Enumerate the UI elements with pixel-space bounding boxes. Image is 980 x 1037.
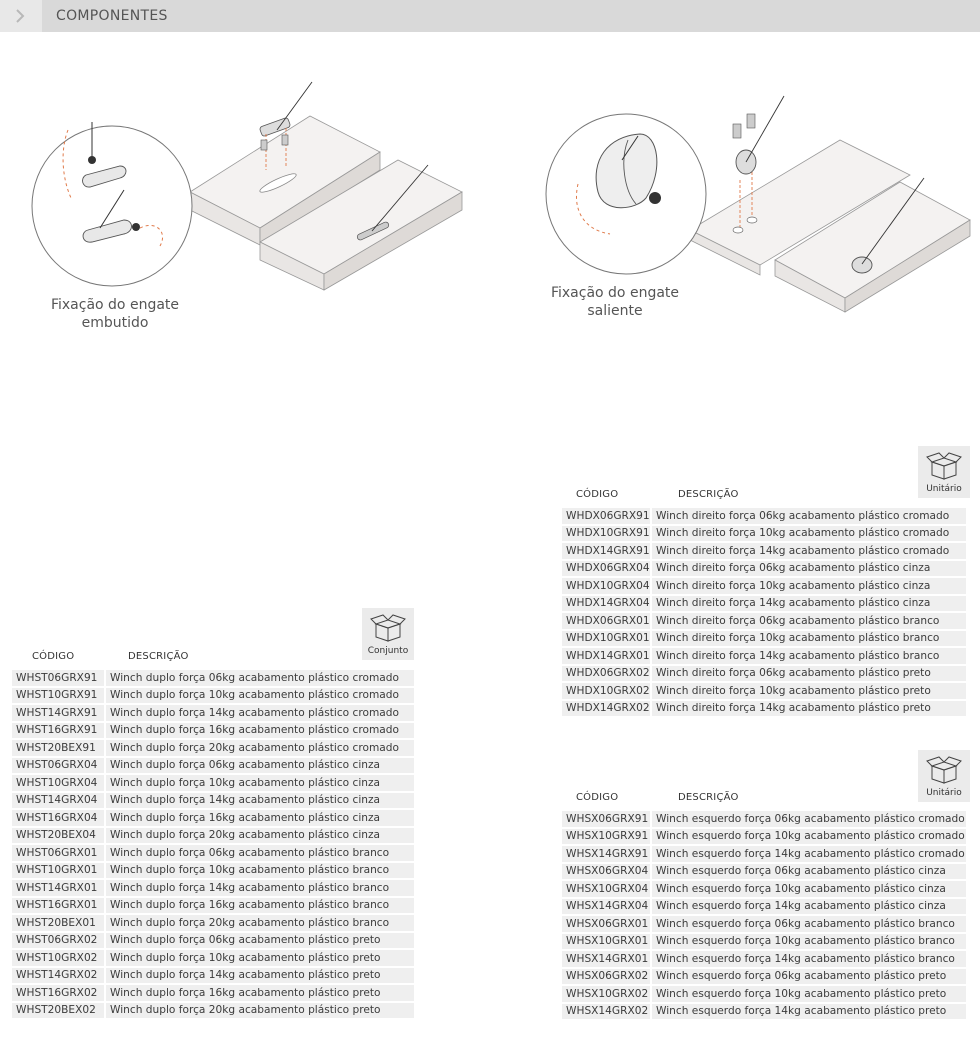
- product-code: WHST16GRX02: [12, 985, 106, 1001]
- product-description: Winch duplo força 14kg acabamento plástico cinza: [106, 793, 414, 809]
- table-row: [562, 864, 966, 880]
- product-code: WHDX06GRX01: [562, 613, 652, 629]
- product-description: Winch direito força 14kg acabamento plástico preto: [652, 701, 966, 717]
- product-description: Winch duplo força 06kg acabamento plástico branco: [106, 845, 414, 861]
- table-row: [562, 613, 966, 629]
- product-code: WHST10GRX02: [12, 950, 106, 966]
- table-row: [562, 951, 966, 967]
- product-code: WHDX10GRX91: [562, 526, 652, 542]
- table-row: [12, 705, 414, 721]
- product-code: WHSX06GRX04: [562, 864, 652, 880]
- conjunto-code-header: CÓDIGO: [32, 651, 75, 662]
- product-description: Winch duplo força 20kg acabamento plástico cromado: [106, 740, 414, 756]
- product-code: WHSX14GRX01: [562, 951, 652, 967]
- product-code: WHSX06GRX01: [562, 916, 652, 932]
- product-description: Winch duplo força 10kg acabamento plástico branco: [106, 863, 414, 879]
- product-description: Winch direito força 10kg acabamento plástico cinza: [652, 578, 966, 594]
- box-icon: [926, 756, 962, 784]
- table-row: [562, 986, 966, 1002]
- saliente-caption: Fixação do engate saliente: [550, 285, 680, 319]
- product-description: Winch esquerdo força 06kg acabamento plástico branco: [652, 916, 966, 932]
- direito-table: [562, 506, 966, 718]
- box-icon: [926, 452, 962, 480]
- table-row: [562, 846, 966, 862]
- product-code: WHSX10GRX01: [562, 934, 652, 950]
- product-code: WHSX10GRX91: [562, 829, 652, 845]
- product-code: WHDX14GRX04: [562, 596, 652, 612]
- conjunto-desc-header: DESCRIÇÃO: [128, 651, 189, 662]
- product-code: WHDX06GRX02: [562, 666, 652, 682]
- product-code: WHDX10GRX02: [562, 683, 652, 699]
- product-description: Winch duplo força 10kg acabamento plástico preto: [106, 950, 414, 966]
- esquerdo-badge-label: Unitário: [926, 788, 962, 798]
- product-description: Winch esquerdo força 06kg acabamento plástico cinza: [652, 864, 966, 880]
- table-row: [12, 810, 414, 826]
- esquerdo-desc-header: DESCRIÇÃO: [678, 792, 739, 803]
- conjunto-badge: [362, 608, 414, 660]
- product-description: Winch duplo força 06kg acabamento plástico cromado: [106, 670, 414, 686]
- product-code: WHDX14GRX02: [562, 701, 652, 717]
- product-description: Winch duplo força 20kg acabamento plástico branco: [106, 915, 414, 931]
- table-row: [12, 775, 414, 791]
- product-description: Winch esquerdo força 10kg acabamento plástico branco: [652, 934, 966, 950]
- product-description: Winch esquerdo força 06kg acabamento plástico preto: [652, 969, 966, 985]
- table-row: [12, 950, 414, 966]
- product-code: WHST20BEX91: [12, 740, 106, 756]
- product-code: WHSX14GRX02: [562, 1004, 652, 1020]
- product-code: WHDX10GRX01: [562, 631, 652, 647]
- product-description: Winch esquerdo força 10kg acabamento plástico cinza: [652, 881, 966, 897]
- product-description: Winch duplo força 16kg acabamento plástico preto: [106, 985, 414, 1001]
- chevron-right-icon: [13, 9, 27, 23]
- product-code: WHDX10GRX04: [562, 578, 652, 594]
- product-code: WHST16GRX01: [12, 898, 106, 914]
- table-row: [12, 985, 414, 1001]
- product-code: WHST06GRX91: [12, 670, 106, 686]
- table-row: [12, 688, 414, 704]
- table-row: [12, 968, 414, 984]
- product-code: WHST06GRX04: [12, 758, 106, 774]
- esquerdo-code-header: CÓDIGO: [576, 792, 619, 803]
- product-code: WHDX06GRX04: [562, 561, 652, 577]
- product-description: Winch esquerdo força 10kg acabamento plástico preto: [652, 986, 966, 1002]
- product-code: WHST16GRX04: [12, 810, 106, 826]
- product-code: WHSX10GRX02: [562, 986, 652, 1002]
- table-row: [562, 899, 966, 915]
- product-description: Winch duplo força 14kg acabamento plástico branco: [106, 880, 414, 896]
- table-row: [562, 631, 966, 647]
- table-row: [12, 758, 414, 774]
- table-row: [562, 934, 966, 950]
- product-code: WHDX06GRX91: [562, 508, 652, 524]
- product-code: WHSX14GRX04: [562, 899, 652, 915]
- table-row: [562, 561, 966, 577]
- product-description: Winch duplo força 10kg acabamento plástico cinza: [106, 775, 414, 791]
- product-code: WHST14GRX91: [12, 705, 106, 721]
- product-description: Winch esquerdo força 14kg acabamento plástico preto: [652, 1004, 966, 1020]
- product-description: Winch duplo força 06kg acabamento plástico preto: [106, 933, 414, 949]
- product-description: Winch direito força 10kg acabamento plástico preto: [652, 683, 966, 699]
- product-code: WHST14GRX04: [12, 793, 106, 809]
- product-description: Winch direito força 14kg acabamento plástico branco: [652, 648, 966, 664]
- product-description: Winch direito força 06kg acabamento plástico cromado: [652, 508, 966, 524]
- product-code: WHST10GRX04: [12, 775, 106, 791]
- product-description: Winch duplo força 20kg acabamento plástico cinza: [106, 828, 414, 844]
- chevron-button[interactable]: [0, 0, 42, 32]
- product-description: Winch esquerdo força 14kg acabamento plástico cromado: [652, 846, 966, 862]
- table-row: [562, 648, 966, 664]
- product-code: WHDX14GRX91: [562, 543, 652, 559]
- direito-badge-label: Unitário: [926, 484, 962, 494]
- product-code: WHSX06GRX91: [562, 811, 652, 827]
- conjunto-table: [12, 668, 414, 1020]
- table-row: [562, 969, 966, 985]
- product-description: Winch duplo força 14kg acabamento plástico preto: [106, 968, 414, 984]
- product-code: WHST10GRX91: [12, 688, 106, 704]
- table-row: [12, 933, 414, 949]
- table-row: [562, 811, 966, 827]
- table-row: [562, 881, 966, 897]
- table-row: [562, 666, 966, 682]
- product-description: Winch esquerdo força 14kg acabamento plástico branco: [652, 951, 966, 967]
- product-description: Winch duplo força 16kg acabamento plástico cromado: [106, 723, 414, 739]
- embutido-illustration: [20, 70, 470, 310]
- table-row: [562, 683, 966, 699]
- product-code: WHST20BEX02: [12, 1003, 106, 1019]
- product-description: Winch esquerdo força 14kg acabamento plástico cinza: [652, 899, 966, 915]
- product-code: WHST06GRX01: [12, 845, 106, 861]
- product-description: Winch direito força 14kg acabamento plástico cromado: [652, 543, 966, 559]
- product-code: WHST14GRX01: [12, 880, 106, 896]
- table-row: [12, 793, 414, 809]
- box-icon: [370, 614, 406, 642]
- product-description: Winch duplo força 16kg acabamento plástico branco: [106, 898, 414, 914]
- product-code: WHSX10GRX04: [562, 881, 652, 897]
- product-description: Winch direito força 10kg acabamento plástico cromado: [652, 526, 966, 542]
- direito-badge: [918, 446, 970, 498]
- table-row: [562, 916, 966, 932]
- product-description: Winch duplo força 16kg acabamento plástico cinza: [106, 810, 414, 826]
- product-code: WHST16GRX91: [12, 723, 106, 739]
- table-row: [562, 526, 966, 542]
- table-row: [12, 898, 414, 914]
- table-row: [12, 915, 414, 931]
- table-row: [12, 845, 414, 861]
- table-row: [12, 1003, 414, 1019]
- product-code: WHSX06GRX02: [562, 969, 652, 985]
- product-description: Winch esquerdo força 10kg acabamento plástico cromado: [652, 829, 966, 845]
- product-description: Winch direito força 14kg acabamento plástico cinza: [652, 596, 966, 612]
- product-description: Winch duplo força 14kg acabamento plástico cromado: [106, 705, 414, 721]
- table-row: [562, 578, 966, 594]
- embutido-caption: Fixação do engate embutido: [50, 297, 180, 331]
- esquerdo-badge: [918, 750, 970, 802]
- table-row: [12, 880, 414, 896]
- product-description: Winch duplo força 10kg acabamento plástico cromado: [106, 688, 414, 704]
- product-code: WHST20BEX04: [12, 828, 106, 844]
- section-header: [0, 0, 980, 32]
- product-code: WHST14GRX02: [12, 968, 106, 984]
- product-code: WHST06GRX02: [12, 933, 106, 949]
- product-description: Winch direito força 06kg acabamento plástico branco: [652, 613, 966, 629]
- product-code: WHST10GRX01: [12, 863, 106, 879]
- product-description: Winch direito força 06kg acabamento plástico cinza: [652, 561, 966, 577]
- table-row: [12, 740, 414, 756]
- direito-desc-header: DESCRIÇÃO: [678, 489, 739, 500]
- table-row: [12, 723, 414, 739]
- section-title: COMPONENTES: [56, 8, 168, 24]
- product-code: WHST20BEX01: [12, 915, 106, 931]
- product-code: WHSX14GRX91: [562, 846, 652, 862]
- table-row: [562, 829, 966, 845]
- esquerdo-table: [562, 809, 966, 1021]
- conjunto-badge-label: Conjunto: [367, 646, 409, 656]
- table-row: [12, 828, 414, 844]
- product-description: Winch direito força 06kg acabamento plástico preto: [652, 666, 966, 682]
- table-row: [12, 670, 414, 686]
- product-description: Winch esquerdo força 06kg acabamento plástico cromado: [652, 811, 966, 827]
- table-row: [12, 863, 414, 879]
- product-description: Winch duplo força 20kg acabamento plástico preto: [106, 1003, 414, 1019]
- table-row: [562, 1004, 966, 1020]
- direito-code-header: CÓDIGO: [576, 489, 619, 500]
- table-row: [562, 543, 966, 559]
- product-description: Winch duplo força 06kg acabamento plástico cinza: [106, 758, 414, 774]
- product-code: WHDX14GRX01: [562, 648, 652, 664]
- table-row: [562, 508, 966, 524]
- table-row: [562, 701, 966, 717]
- table-row: [562, 596, 966, 612]
- product-description: Winch direito força 10kg acabamento plástico branco: [652, 631, 966, 647]
